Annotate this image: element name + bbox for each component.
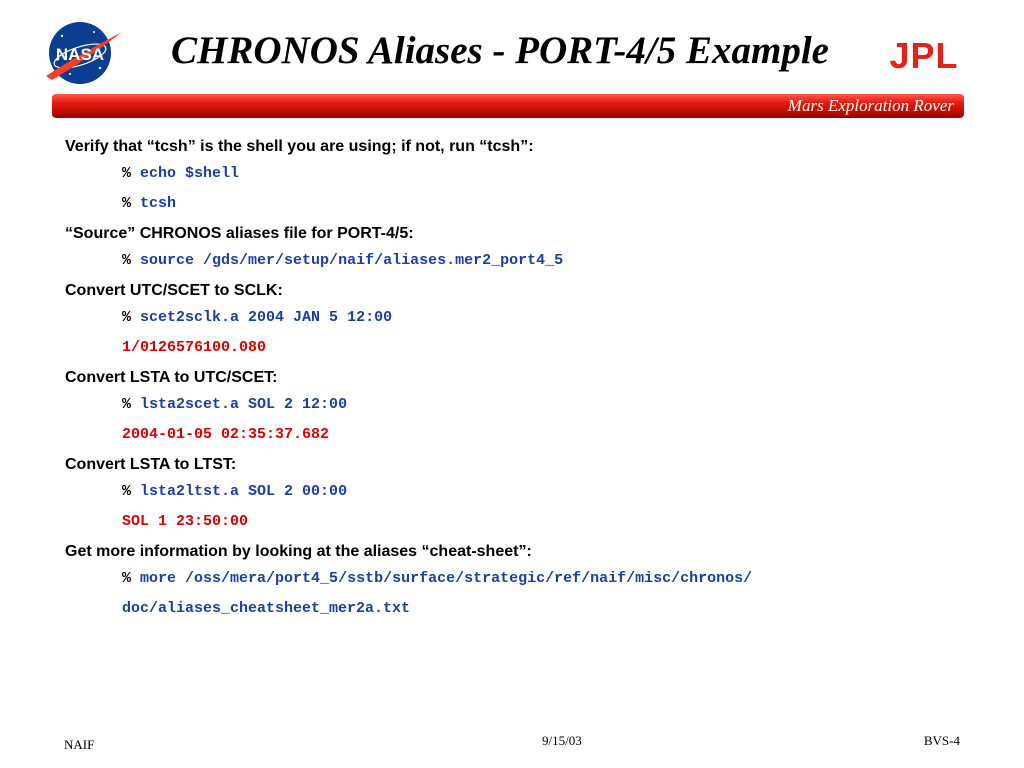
command-text: more /oss/mera/port4_5/sstb/surface/strategic/ref/naif/misc/chronos/ — [140, 570, 753, 587]
shell-prompt: % — [122, 165, 132, 182]
command-output: SOL 1 23:50:00 — [122, 513, 249, 530]
shell-prompt: % — [122, 195, 132, 212]
command-text: tcsh — [140, 195, 177, 212]
mission-subtitle: Mars Exploration Rover — [787, 96, 954, 115]
command-line — [122, 303, 995, 333]
shell-prompt: % — [122, 483, 132, 500]
command-line — [122, 564, 995, 594]
command-line — [122, 390, 995, 420]
command-line — [122, 159, 995, 189]
section-heading: Verify that “tcsh” is the shell you are using; if not, run “tcsh”: — [65, 138, 534, 155]
section-heading: Convert LSTA to UTC/SCET: — [65, 369, 278, 386]
command-text: lsta2scet.a SOL 2 12:00 — [140, 396, 348, 413]
command-line — [122, 477, 995, 507]
slide-content — [65, 138, 995, 624]
nasa-logo — [40, 16, 124, 88]
shell-prompt: % — [122, 396, 132, 413]
command-text: echo $shell — [140, 165, 240, 182]
command-output: 2004-01-05 02:35:37.682 — [122, 426, 330, 443]
header-bar — [52, 94, 964, 118]
command-line — [122, 189, 995, 219]
command-text: scet2sclk.a 2004 JAN 5 12:00 — [140, 309, 393, 326]
shell-prompt: % — [122, 309, 132, 326]
command-output: 1/0126576100.080 — [122, 339, 267, 356]
jpl-logo — [876, 38, 972, 72]
section-heading: Convert UTC/SCET to SCLK: — [65, 282, 283, 299]
command-line — [122, 246, 995, 276]
command-text: lsta2ltst.a SOL 2 00:00 — [140, 483, 348, 500]
jpl-logo-text: JPL — [889, 38, 959, 72]
nasa-logo-text: NASA — [55, 45, 105, 64]
shell-prompt: % — [122, 570, 132, 587]
section-heading: Convert LSTA to LTST: — [65, 456, 237, 473]
footer-page-id: BVS-4 — [923, 733, 960, 748]
shell-prompt: % — [122, 252, 132, 269]
footer-date: 9/15/03 — [542, 733, 582, 748]
command-text: source /gds/mer/setup/naif/aliases.mer2_port4_5 — [140, 252, 564, 269]
command-continuation — [122, 594, 995, 624]
slide-title: CHRONOS Aliases - PORT-4/5 Example — [171, 29, 829, 72]
section-heading: Get more information by looking at the aliases “cheat-sheet”: — [65, 543, 532, 560]
footer-org: NAIF — [64, 737, 95, 752]
section-heading: “Source” CHRONOS aliases file for PORT-4/5: — [65, 225, 414, 242]
command-text: doc/aliases_cheatsheet_mer2a.txt — [122, 600, 411, 617]
